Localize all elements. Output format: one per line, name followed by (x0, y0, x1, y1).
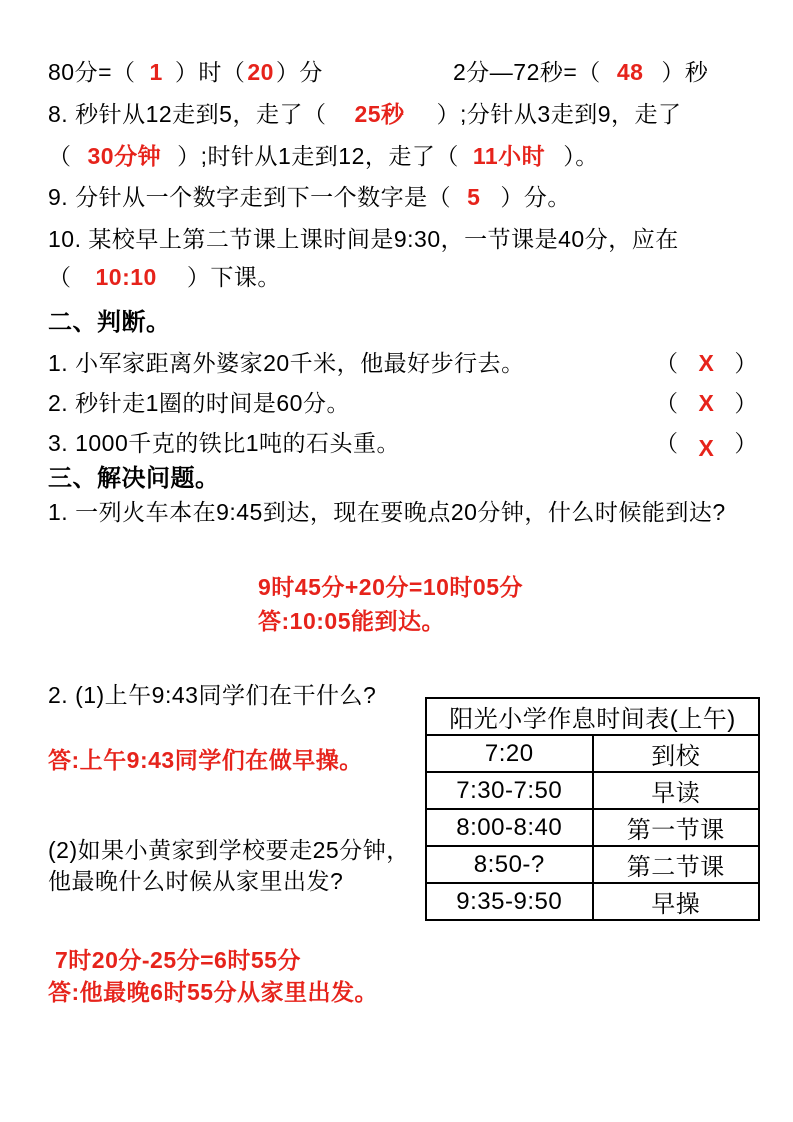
question-8-line1 (48, 101, 682, 127)
problem-2-work: 7时20分-25分=6时55分 (55, 947, 301, 973)
schedule-time: 7:30-7:50 (426, 772, 593, 809)
question-text: （ (48, 264, 72, 290)
paren-close: ） (734, 390, 758, 416)
judge-item-3: 3. 1000千克的铁比1吨的石头重。 (48, 430, 401, 456)
question-text: ）时（ (174, 59, 246, 85)
judge-item-2: 2. 秒针走1圈的时间是60分。 (48, 390, 350, 416)
question-10-line2 (48, 264, 281, 290)
answer-30min: 30分钟 (87, 143, 162, 169)
table-row (426, 883, 759, 920)
question-text: ）分 (275, 59, 323, 85)
question-text: ）分。 (500, 184, 571, 210)
question-text: 8. 秒针从12走到5，走了（ (48, 101, 327, 127)
paren-open: （ (655, 350, 679, 376)
problem-1-question: 1. 一列火车本在9:45到达，现在要晚点20分钟，什么时候能到达? (48, 499, 726, 525)
answer-hours: 1 (149, 59, 163, 85)
problem-2-question-2-line1: (2)如果小黄家到学校要走25分钟， (48, 837, 410, 863)
question-text: ）下课。 (186, 264, 281, 290)
schedule-time: 9:35-9:50 (426, 883, 593, 920)
answer-seconds: 48 (616, 59, 644, 85)
table-row (426, 846, 759, 883)
answer-5min: 5 (467, 184, 481, 210)
schedule-table (425, 697, 760, 921)
schedule-time: 8:00-8:40 (426, 809, 593, 846)
x-mark: X (698, 435, 715, 461)
problem-2-answer-1: 答:上午9:43同学们在做早操。 (48, 747, 363, 773)
schedule-activity: 第二节课 (593, 846, 760, 883)
judge-mark-1 (655, 350, 758, 376)
judge-mark-2 (655, 390, 758, 416)
problem-1-answer: 答:10:05能到达。 (258, 608, 445, 634)
section-3-header: 三、解决问题。 (48, 465, 220, 492)
fill-in-line-80min (48, 59, 323, 85)
table-row (426, 809, 759, 846)
schedule-title-row (426, 698, 759, 735)
problem-2-question-2-line2: 他最晚什么时候从家里出发? (48, 868, 344, 894)
judge-mark-3 (655, 430, 758, 461)
schedule-activity: 早操 (593, 883, 760, 920)
question-text: ）;分针从3走到9，走了 (436, 101, 682, 127)
section-2-header: 二、判断。 (48, 309, 171, 336)
answer-minutes: 20 (247, 59, 274, 85)
paren-open: （ (655, 390, 679, 416)
paren-open: （ (655, 430, 679, 456)
fill-in-line-2min-72sec (453, 59, 708, 85)
question-text: 9. 分针从一个数字走到下一个数字是（ (48, 184, 452, 210)
question-9 (48, 184, 571, 210)
schedule-title: 阳光小学作息时间表(上午) (426, 698, 759, 735)
question-text: ）秒 (661, 59, 709, 85)
problem-1-work: 9时45分+20分=10时05分 (258, 574, 523, 600)
question-text: ）。 (563, 143, 599, 169)
x-mark: X (698, 350, 715, 376)
table-row (426, 735, 759, 772)
question-text: 80分=（ (48, 59, 136, 85)
answer-11hours: 11小时 (472, 143, 546, 169)
paren-close: ） (734, 430, 758, 456)
question-text: 2分—72秒=（ (453, 59, 601, 85)
question-8-line2 (48, 143, 599, 169)
schedule-time: 7:20 (426, 735, 593, 772)
schedule-activity: 早读 (593, 772, 760, 809)
question-10-line1 (48, 226, 679, 252)
problem-2-answer-2: 答:他最晚6时55分从家里出发。 (48, 979, 379, 1005)
schedule-time: 8:50-? (426, 846, 593, 883)
x-mark: X (698, 390, 715, 416)
question-text: ）;时针从1走到12，走了（ (177, 143, 459, 169)
problem-2-question-1: 2. (1)上午9:43同学们在干什么? (48, 682, 377, 708)
answer-1010: 10:10 (95, 264, 157, 290)
question-text: 10. 某校早上第二节课上课时间是9:30，一节课是40分，应在 (48, 226, 679, 252)
schedule-activity: 到校 (593, 735, 760, 772)
answer-25sec: 25秒 (354, 101, 405, 127)
question-text: （ (48, 143, 72, 169)
schedule-activity: 第一节课 (593, 809, 760, 846)
judge-item-1: 1. 小军家距离外婆家20千米，他最好步行去。 (48, 350, 525, 376)
paren-close: ） (734, 350, 758, 376)
table-row (426, 772, 759, 809)
